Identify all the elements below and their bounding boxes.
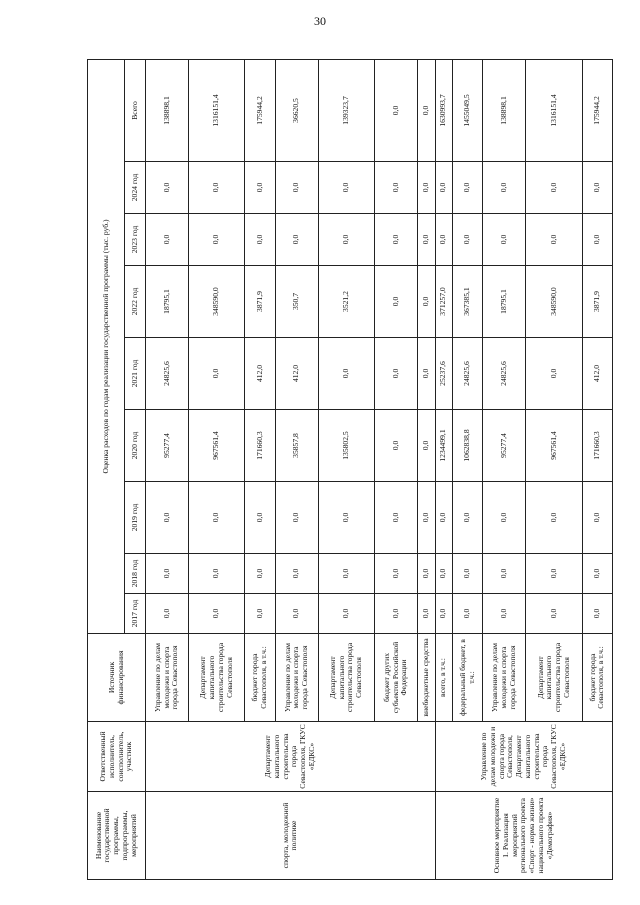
value-cell: 135802,5 — [318, 410, 374, 482]
value-cell: 0,0 — [452, 162, 482, 214]
value-cell: 0,0 — [318, 482, 374, 554]
value-cell: 0,0 — [452, 214, 482, 266]
funding-source-cell: Департамент капитального строительства города Севастополя — [318, 634, 374, 722]
value-cell: 0,0 — [189, 162, 245, 214]
value-cell: 0,0 — [582, 482, 612, 554]
value-cell: 412,0 — [582, 338, 612, 410]
header-year: 2018 год — [125, 554, 146, 594]
funding-source-cell: Управление по делам молодежи и спорта города Севастополя — [275, 634, 318, 722]
header-estimate: Оценка расходов по годам реализации государственной программы (тыс. руб.) — [88, 59, 125, 633]
header-year: 2024 год — [125, 162, 146, 214]
value-cell: 24825,6 — [146, 338, 189, 410]
value-cell: 0,0 — [146, 214, 189, 266]
value-cell: 0,0 — [375, 162, 418, 214]
value-cell: 0,0 — [318, 338, 374, 410]
value-cell: 0,0 — [452, 554, 482, 594]
table-row — [146, 59, 189, 879]
value-cell: 18795,1 — [146, 266, 189, 338]
value-cell: 0,0 — [418, 554, 435, 594]
value-cell: 0,0 — [275, 594, 318, 634]
value-cell: 0,0 — [418, 338, 435, 410]
value-cell: 0,0 — [245, 482, 275, 554]
budget-body — [146, 59, 613, 879]
value-cell: 0,0 — [526, 554, 582, 594]
program-name-cell: Основное мероприятие 1. Реализация мероприятий регионального проекта «Спорт - норма жизни» национального проекта «Демография» — [435, 792, 612, 880]
value-cell: 0,0 — [146, 554, 189, 594]
value-cell: 0,0 — [582, 594, 612, 634]
value-cell: 0,0 — [418, 214, 435, 266]
value-cell: 0,0 — [483, 214, 526, 266]
value-cell: 967561,4 — [526, 410, 582, 482]
funding-source-cell: бюджет города Севастополя, в т.ч.: — [245, 634, 275, 722]
value-cell: 0,0 — [275, 162, 318, 214]
value-cell: 1455049,5 — [452, 59, 482, 161]
value-cell: 0,0 — [375, 410, 418, 482]
value-cell: 0,0 — [452, 482, 482, 554]
header-source: Источник финансирования — [88, 634, 146, 722]
value-cell: 0,0 — [318, 554, 374, 594]
value-cell: 0,0 — [582, 554, 612, 594]
value-cell: 175944,2 — [582, 59, 612, 161]
value-cell: 0,0 — [189, 214, 245, 266]
value-cell: 348590,0 — [526, 266, 582, 338]
value-cell: 3521,2 — [318, 266, 374, 338]
value-cell: 0,0 — [526, 594, 582, 634]
value-cell: 367385,1 — [452, 266, 482, 338]
funding-source-cell: Департамент капитального строительства города Севастополя — [189, 634, 245, 722]
value-cell: 0,0 — [245, 554, 275, 594]
value-cell: 0,0 — [245, 594, 275, 634]
value-cell: 0,0 — [146, 162, 189, 214]
value-cell: 412,0 — [245, 338, 275, 410]
header-year: 2019 год — [125, 482, 146, 554]
value-cell: 0,0 — [418, 594, 435, 634]
value-cell: 371257,0 — [435, 266, 452, 338]
value-cell: 0,0 — [375, 338, 418, 410]
value-cell: 0,0 — [375, 59, 418, 161]
value-cell: 0,0 — [275, 554, 318, 594]
value-cell: 967561,4 — [189, 410, 245, 482]
funding-source-cell: Управление по делам молодежи и спорта города Севастополя — [146, 634, 189, 722]
value-cell: 350,7 — [275, 266, 318, 338]
value-cell: 1316151,4 — [189, 59, 245, 161]
value-cell: 0,0 — [435, 214, 452, 266]
value-cell: 36620,5 — [275, 59, 318, 161]
funding-source-cell: Управление по делам молодежи и спорта города Севастополя — [483, 634, 526, 722]
value-cell: 0,0 — [418, 410, 435, 482]
rotated-table-container — [87, 60, 613, 880]
page-number: 30 — [314, 14, 326, 28]
value-cell: 1062838,8 — [452, 410, 482, 482]
value-cell: 0,0 — [189, 338, 245, 410]
value-cell: 0,0 — [418, 266, 435, 338]
value-cell: 0,0 — [146, 594, 189, 634]
value-cell: 3871,9 — [582, 266, 612, 338]
value-cell: 0,0 — [483, 482, 526, 554]
value-cell: 0,0 — [318, 214, 374, 266]
funding-source-cell: бюджет других субъектов Российской Федерации — [375, 634, 418, 722]
value-cell: 0,0 — [435, 594, 452, 634]
funding-source-cell: Департамент капитального строительства города Севастополя — [526, 634, 582, 722]
value-cell: 171660,3 — [582, 410, 612, 482]
value-cell: 95277,4 — [483, 410, 526, 482]
program-name-cell: спорта, молодежной политике — [146, 792, 436, 880]
value-cell: 0,0 — [245, 214, 275, 266]
value-cell: 0,0 — [483, 554, 526, 594]
value-cell: 1316151,4 — [526, 59, 582, 161]
value-cell: 0,0 — [318, 594, 374, 634]
value-cell: 0,0 — [275, 214, 318, 266]
value-cell: 412,0 — [275, 338, 318, 410]
value-cell: 0,0 — [582, 162, 612, 214]
value-cell: 24825,6 — [483, 338, 526, 410]
value-cell: 0,0 — [526, 214, 582, 266]
value-cell: 1630993,7 — [435, 59, 452, 161]
value-cell: 0,0 — [526, 482, 582, 554]
value-cell: 0,0 — [435, 482, 452, 554]
value-cell: 0,0 — [483, 162, 526, 214]
header-year: 2023 год — [125, 214, 146, 266]
value-cell: 0,0 — [435, 162, 452, 214]
value-cell: 3871,9 — [245, 266, 275, 338]
value-cell: 18795,1 — [483, 266, 526, 338]
value-cell: 0,0 — [146, 482, 189, 554]
value-cell: 95277,4 — [146, 410, 189, 482]
header-row-1 — [88, 59, 125, 879]
value-cell: 0,0 — [189, 554, 245, 594]
table-row — [435, 59, 452, 879]
responsible-cell: Департамент капитального строительства города Севастополя, ГКУС «ЕДКС» — [146, 722, 436, 792]
header-year: 2017 год — [125, 594, 146, 634]
header-year: Всего — [125, 59, 146, 161]
value-cell: 0,0 — [318, 162, 374, 214]
value-cell: 0,0 — [189, 482, 245, 554]
value-cell: 0,0 — [526, 162, 582, 214]
funding-source-cell: бюджет города Севастополя, в т.ч.: — [582, 634, 612, 722]
value-cell: 171660,3 — [245, 410, 275, 482]
value-cell: 138898,1 — [483, 59, 526, 161]
value-cell: 138898,1 — [146, 59, 189, 161]
value-cell: 348590,0 — [189, 266, 245, 338]
value-cell: 0,0 — [375, 594, 418, 634]
value-cell: 0,0 — [418, 59, 435, 161]
value-cell: 24825,6 — [452, 338, 482, 410]
value-cell: 25237,6 — [435, 338, 452, 410]
value-cell: 35857,8 — [275, 410, 318, 482]
value-cell: 0,0 — [375, 214, 418, 266]
header-year: 2021 год — [125, 338, 146, 410]
header-responsible: Ответственный исполнитель, соисполнитель, участник — [88, 722, 146, 792]
value-cell: 0,0 — [483, 594, 526, 634]
value-cell: 0,0 — [582, 214, 612, 266]
budget-table — [87, 59, 613, 880]
value-cell: 0,0 — [375, 266, 418, 338]
value-cell: 0,0 — [245, 162, 275, 214]
funding-source-cell: внебюджетные средства — [418, 634, 435, 722]
value-cell: 0,0 — [452, 594, 482, 634]
value-cell: 139323,7 — [318, 59, 374, 161]
header-year: 2020 год — [125, 410, 146, 482]
value-cell: 0,0 — [375, 482, 418, 554]
funding-source-cell: федеральный бюджет, в т.ч.: — [452, 634, 482, 722]
value-cell: 0,0 — [275, 482, 318, 554]
responsible-cell: Управление по делам молодежи и спорта города Севастополя, Департамент капитального строительства города Севастополя, ГКУС «ЕДКС» — [435, 722, 612, 792]
value-cell: 0,0 — [435, 554, 452, 594]
header-year: 2022 год — [125, 266, 146, 338]
header-name: Наименование государственной программы, подпрограммы, мероприятий — [88, 792, 146, 880]
funding-source-cell: всего, в т.ч.: — [435, 634, 452, 722]
value-cell: 0,0 — [418, 482, 435, 554]
value-cell: 0,0 — [189, 594, 245, 634]
value-cell: 0,0 — [375, 554, 418, 594]
value-cell: 0,0 — [418, 162, 435, 214]
value-cell: 0,0 — [526, 338, 582, 410]
value-cell: 175944,2 — [245, 59, 275, 161]
value-cell: 1234499,1 — [435, 410, 452, 482]
